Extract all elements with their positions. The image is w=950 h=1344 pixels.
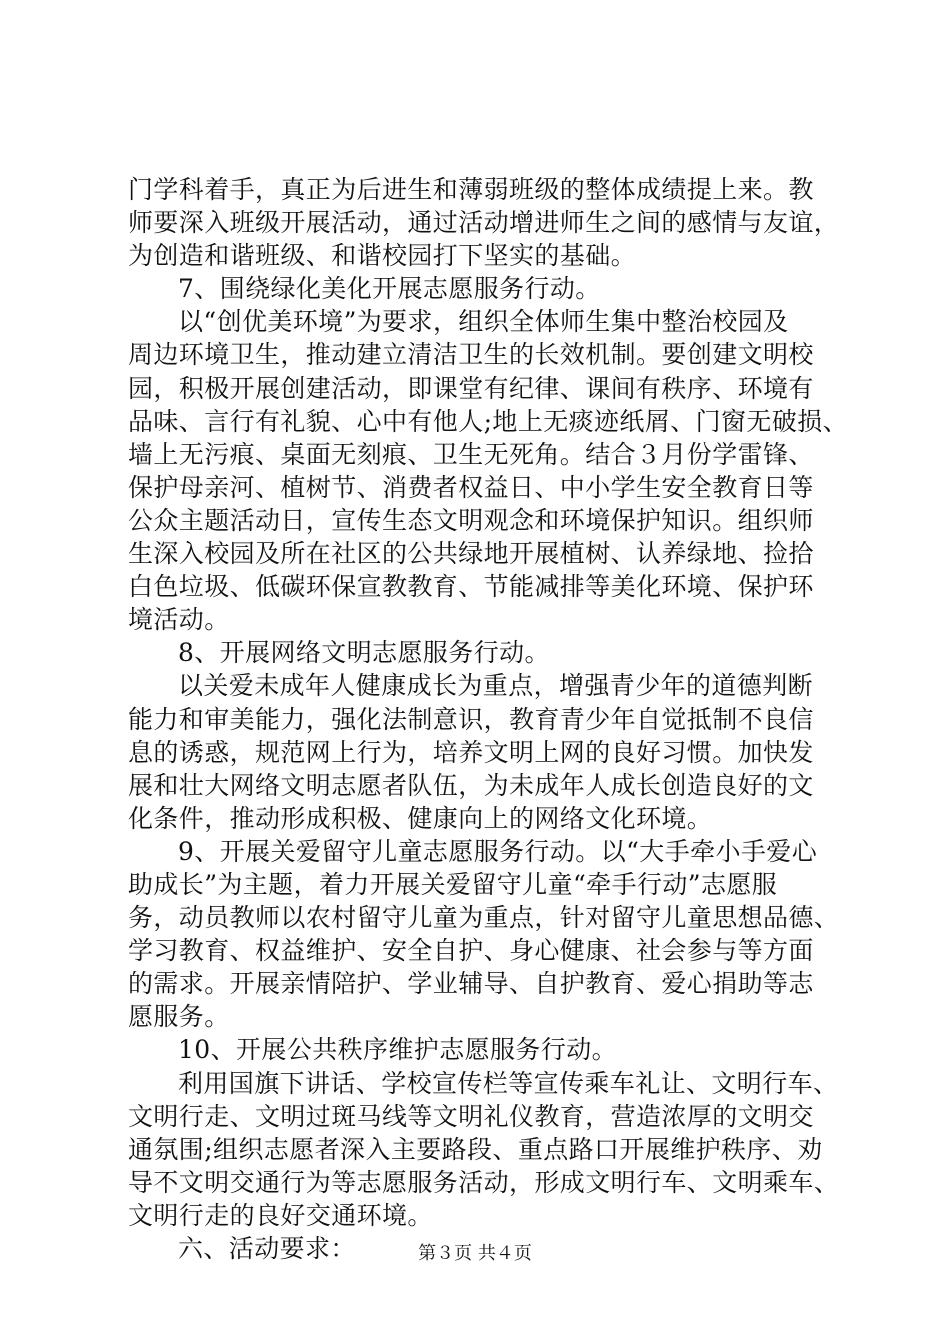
section-heading-9: 9、开展关爱留守儿童志愿服务行动。以“大手牵小手爱心	[178, 836, 818, 866]
text-line: 利用国旗下讲话、学校宣传栏等宣传乘车礼让、文明行车、	[178, 1068, 839, 1098]
text-line: 师要深入班级开展活动，通过活动增进师生之间的感情与友谊，	[128, 208, 840, 238]
section-heading-10: 10、开展公共秩序维护志愿服务行动。	[178, 1035, 618, 1065]
text-line: 的需求。开展亲情陪护、学业辅导、自护教育、爱心捐助等志	[128, 969, 814, 999]
text-line: 以“创优美环境”为要求，组织全体师生集中整治校园及	[178, 307, 789, 337]
text-line: 导不文明交通行为等志愿服务活动，形成文明行车、文明乘车、	[128, 1167, 840, 1197]
text-line: 生深入校园及所在社区的公共绿地开展植树、认养绿地、捡拾	[128, 539, 814, 569]
text-line: 助成长”为主题，着力开展关爱留守儿童“牵手行动”志愿服	[128, 869, 778, 899]
text-line: 白色垃圾、低碳环保宣教教育、节能减排等美化环境、保护环	[128, 572, 814, 602]
text-line: 园，积极开展创建活动，即课堂有纪律、课间有秩序、环境有	[128, 373, 814, 403]
text-line: 息的诱惑，规范网上行为，培养文明上网的良好习惯。加快发	[128, 737, 814, 767]
text-line: 以关爱未成年人健康成长为重点，增强青少年的道德判断	[178, 671, 814, 701]
text-line: 墙上无污痕、桌面无刻痕、卫生无死角。结合３月份学雷锋、	[128, 439, 814, 469]
text-line: 为创造和谐班级、和谐校园打下坚实的基础。	[128, 241, 637, 271]
text-line: 公众主题活动日，宣传生态文明观念和环境保护知识。组织师	[128, 505, 814, 535]
text-line: 品味、言行有礼貌、心中有他人;地上无痰迹纸屑、门窗无破损、	[128, 406, 849, 436]
section-heading-8: 8、开展网络文明志愿服务行动。	[178, 638, 550, 668]
document-body	[128, 173, 849, 1265]
text-line: 愿服务。	[128, 1002, 230, 1032]
text-line: 展和壮大网络文明志愿者队伍，为未成年人成长创造良好的文	[128, 770, 814, 800]
text-line: 文明行走、文明过斑马线等文明礼仪教育，营造浓厚的文明交	[128, 1101, 814, 1131]
text-line: 文明行走的良好交通环境。	[128, 1200, 433, 1230]
text-line: 学习教育、权益维护、安全自护、身心健康、社会参与等方面	[128, 936, 814, 966]
text-line: 务，动员教师以农村留守儿童为重点，针对留守儿童思想品德、	[128, 903, 840, 933]
text-line: 门学科着手，真正为后进生和薄弱班级的整体成绩提上来。教	[128, 175, 814, 204]
text-line: 境活动。	[128, 605, 230, 635]
section-heading-7: 7、围绕绿化美化开展志愿服务行动。	[178, 274, 601, 304]
page-number-footer: 第３页 共４页	[418, 1243, 532, 1264]
text-line: 周边环境卫生，推动建立清洁卫生的长效机制。要创建文明校	[128, 340, 814, 370]
section-heading-requirements: 六、活动要求：	[178, 1234, 356, 1263]
text-line: 化条件，推动形成积极、健康向上的网络文化环境。	[128, 803, 713, 833]
text-line: 保护母亲河、植树节、消费者权益日、中小学生安全教育日等	[128, 472, 814, 502]
text-line: 能力和审美能力，强化法制意识，教育青少年自觉抵制不良信	[128, 704, 814, 734]
text-line: 通氛围;组织志愿者深入主要路段、重点路口开展维护秩序、劝	[128, 1134, 823, 1164]
